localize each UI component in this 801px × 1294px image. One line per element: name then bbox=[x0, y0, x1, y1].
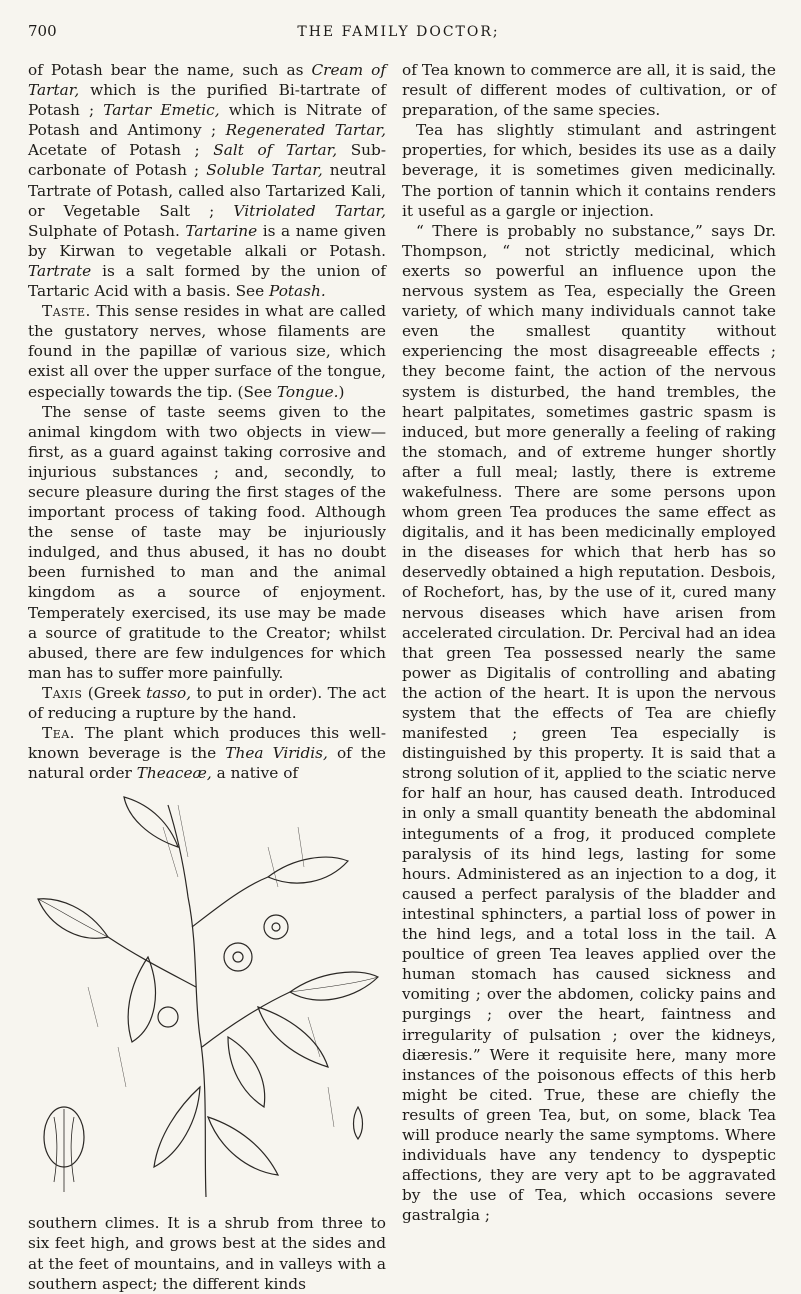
page-number: 700 bbox=[28, 22, 57, 40]
italic-term: Thea Viridis, bbox=[225, 744, 328, 763]
text-run: The plant which produces this well-known beverage is the bbox=[28, 724, 386, 763]
taxis-headword: Taxis bbox=[42, 683, 83, 702]
italic-term: Potash. bbox=[269, 282, 326, 301]
potash-tartar-paragraph bbox=[28, 60, 386, 301]
italic-term: Regenerated Tartar, bbox=[225, 121, 386, 140]
page-header bbox=[28, 22, 769, 46]
left-column bbox=[28, 60, 386, 1294]
taxis-entry bbox=[28, 683, 386, 723]
text-run: This sense resides in what are called the gustatory nerves, whose filaments are found in the papillæ of various size, which exist all over the upper surface of the tongue, especially towards the tip. (See bbox=[28, 302, 386, 401]
text-run: Sulphate of Potash. bbox=[28, 221, 186, 240]
text-run: is a salt formed by the union of Tartaric Acid with a basis. See bbox=[28, 261, 386, 301]
italic-term: tasso, bbox=[146, 683, 192, 702]
taste-paragraph-2: The sense of taste seems given to the animal kingdom with two objects in view— first, as a guard against taking corrosive and injurious substances ; and, secondly, to secure pleasure during the first stages of the important process of taking food. Although the sense of taste may be injuriously indulged, and thus abused, it has no doubt been furnished to man and the animal kingdom as a source of enjoyment. Temperately exercised, its use may be made a source of gratitude to the Creator; whilst abused, there are few indulgences for which man has to suffer more painfully. bbox=[28, 402, 386, 682]
italic-term: Cream of Tartar, bbox=[28, 61, 386, 100]
tea-entry bbox=[28, 723, 386, 783]
text-run: is a name given by Kirwan to vegetable alkali or Potash. bbox=[28, 221, 386, 260]
text-run: which is Nitrate of Potash and Antimony ; bbox=[28, 101, 386, 140]
text-run: of the natural order bbox=[28, 744, 386, 783]
taste-entry bbox=[28, 301, 386, 401]
tea-properties-paragraph: Tea has slightly stimulant and astringent properties, for which, besides its use as a daily beverage, it is sometimes given medicinally. The portion of tannin which it contains renders it useful as a gargle or injection. bbox=[402, 121, 776, 220]
italic-term: Tartrate bbox=[28, 261, 92, 280]
tea-headword: Tea. bbox=[42, 724, 76, 743]
text-run: which is the purified Bi-tartrate of Potash ; bbox=[28, 81, 386, 120]
running-head: THE FAMILY DOCTOR; bbox=[297, 24, 500, 40]
italic-term: Soluble Tartar, bbox=[206, 161, 323, 180]
italic-term: Tartarine bbox=[185, 221, 258, 240]
italic-term: Theaceæ, bbox=[136, 764, 212, 783]
illustration-stem bbox=[168, 805, 206, 1197]
text-run: a native of bbox=[211, 764, 299, 783]
text-run: Acetate of Potash ; bbox=[28, 141, 214, 160]
text-run: neutral Tartrate of Potash, called also Tartarized Kali, or Vegetable Salt ; bbox=[28, 161, 387, 220]
text-run: Sub-carbonate of Potash ; bbox=[28, 141, 386, 180]
italic-term: Salt of Tartar, bbox=[213, 141, 338, 160]
text-run: to put in order). The act of reducing a rupture by the hand. bbox=[28, 683, 386, 722]
text-run: (Greek bbox=[82, 683, 147, 702]
tea-commerce-paragraph: of Tea known to commerce are all, it is said, the result of different modes of cultivation, or of preparation, of the same species. bbox=[402, 61, 776, 120]
thompson-quote-paragraph: “ There is probably no substance,” says Dr. Thompson, “ not strictly medicinal, which exerts so powerful an influence upon the nervous system as Tea, especially the Green variety, of which many individuals cannot take even the smallest quantity without experiencing the most disagreeable effects ; they become faint, the action of the nervous system is disturbed, the hand trembles, the heart palpitates, sometimes gastric spasm is induced, but more generally a feeling of raking the stomach, and of extreme hunger shortly after a full meal; lastly, there is extreme wakefulness. There are some persons upon whom green Tea produces the same effect as digitalis, and it has been medicinally employed in the diseases for which that herb has so deservedly obtained a high reputation. Desbois, of Rochefort, has, by the use of it, cured many nervous diseases which have arisen from accelerated circulation. Dr. Percival had an idea that green Tea possessed nearly the same power as Digitalis of controlling and abating the action of the heart. It is upon the nervous system that the effects of Tea are chiefly manifested ; green Tea especially is distinguished by this property. It is said that a strong solution of it, applied to the sciatic nerve for half an hour, has caused death. Introduced in only a small quantity beneath the abdominal integuments of a frog, it produced complete paralysis of its hind legs, lasting for some hours. Administered as an injection to a dog, it caused a perfect paralysis of the bladder and intestinal sphincters, a partial loss of power in the hind legs, and a total loss in the tail. A poultice of green Tea leaves applied over the human stomach has caused sickness and vomiting ; over the abdomen, colicky pains and purgings ; over the heart, faintness and irregularity of pulsation ; over the kidneys, diæresis.” Were it requisite here, many more instances of the poisonous effects of this herb might be cited. True, these are chiefly the results of green Tea, but, on some, black Tea will produce nearly the same symptoms. Where individuals have any tendency to dyspeptic affections, they are very apt to be aggravated by the use of Tea, which occasions severe gastralgia ; bbox=[402, 221, 776, 1225]
right-column bbox=[402, 60, 776, 1225]
italic-term: Vitriolated Tartar, bbox=[233, 201, 387, 220]
italic-term: Tongue. bbox=[276, 382, 339, 401]
tea-plant-illustration bbox=[28, 787, 386, 1207]
italic-term: Tartar Emetic, bbox=[103, 101, 220, 120]
taste-headword: Taste. bbox=[42, 302, 91, 321]
tea-body bbox=[28, 724, 386, 782]
tea-continuation: southern climes. It is a shrub from three to six feet high, and grows best at the sides and at the feet of mountains, and in valleys with a southern aspect; the different kinds bbox=[28, 1214, 386, 1293]
text-run: of Potash bear the name, such as bbox=[28, 61, 312, 79]
text-run: ) bbox=[338, 382, 345, 401]
taxis-body bbox=[28, 684, 386, 722]
